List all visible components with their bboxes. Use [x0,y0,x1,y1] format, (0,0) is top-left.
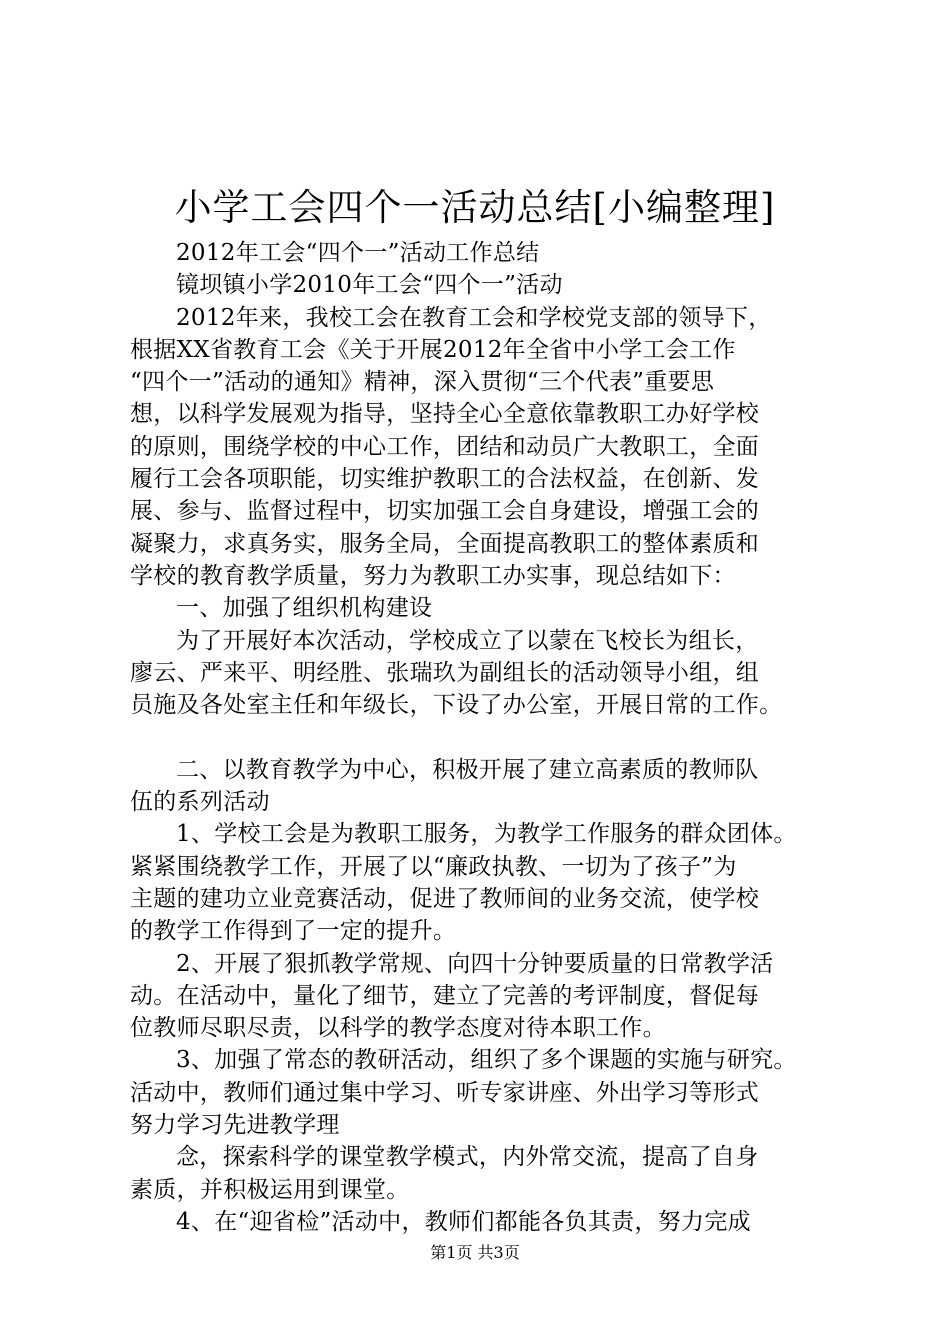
text-line: 1、学校工会是为教职工服务，为教学工作服务的群众团体。 [176,821,797,848]
text-line: 廖云、严来平、明经胜、张瑞玖为副组长的活动领导小组，组 [130,659,760,686]
text-line: 活动中，教师们通过集中学习、听专家讲座、外出学习等形式 [130,1079,760,1106]
text-line: 的原则，围绕学校的中心工作，团结和动员广大教职工，全面 [130,433,760,460]
text-line: 的教学工作得到了一定的提升。 [130,918,457,945]
text-line: 根据XX省教育工会《关于开展2012年全省中小学工会工作 [130,336,736,363]
text-line: 2012年来，我校工会在教育工会和学校党支部的领导下， [176,304,772,331]
text-line: 2012年工会“四个一”活动工作总结 [176,240,540,266]
text-line: 4、在“迎省检”活动中，教师们都能各负其责，努力完成 [176,1208,751,1235]
text-line: 想，以科学发展观为指导，坚持全心全意依靠教职工办好学校 [130,401,760,428]
blank-line [130,721,850,753]
text-line: 念，探索科学的课堂教学模式，内外常交流，提高了自身 [176,1144,759,1171]
text-line: 动。在活动中，量化了细节，建立了完善的考评制度，督促每 [130,982,760,1009]
text-line: 学校的教育教学质量，努力为教职工办实事，现总结如下： [130,562,736,589]
text-line: 为了开展好本次活动，学校成立了以蒙在飞校长为组长， [176,627,759,654]
text-line: “四个一”活动的通知》精神，深入贯彻“三个代表”重要思 [130,369,715,396]
text-line: 努力学习先进教学理 [130,1112,340,1139]
text-line: 伍的系列活动 [130,789,270,816]
text-line: 展、参与、监督过程中，切实加强工会自身建设，增强工会的 [130,498,760,525]
text-line: 凝聚力，求真务实，服务全局，全面提高教职工的整体素质和 [130,530,760,557]
text-line: 素质，并积极运用到课堂。 [130,1176,410,1203]
text-line: 位教师尽职尽责，以科学的教学态度对待本职工作。 [130,1015,666,1042]
page-footer: 第1页 共3页 [430,1243,520,1262]
text-line: 履行工会各项职能，切实维护教职工的合法权益，在创新、发 [130,466,760,493]
text-line: 一、加强了组织机构建设 [176,595,433,622]
text-line: 主题的建功立业竞赛活动，促进了教师间的业务交流，使学校 [130,885,760,912]
document-title: 小学工会四个一活动总结[小编整理] [174,186,776,229]
text-line: 紧紧围绕教学工作，开展了以“廉政执教、一切为了孩子”为 [130,853,737,880]
text-line: 镜坝镇小学2010年工会“四个一”活动 [176,272,563,299]
document-body [130,237,850,1238]
text-line: 二、以教育教学为中心，积极开展了建立高素质的教师队 [176,756,759,783]
text-line: 员施及各处室主任和年级长，下设了办公室，开展日常的工作。 [130,692,783,719]
text-line: 2、开展了狠抓教学常规、向四十分钟要质量的日常教学活 [176,950,774,977]
text-line: 3、加强了常态的教研活动，组织了多个课题的实施与研究。 [176,1047,797,1074]
